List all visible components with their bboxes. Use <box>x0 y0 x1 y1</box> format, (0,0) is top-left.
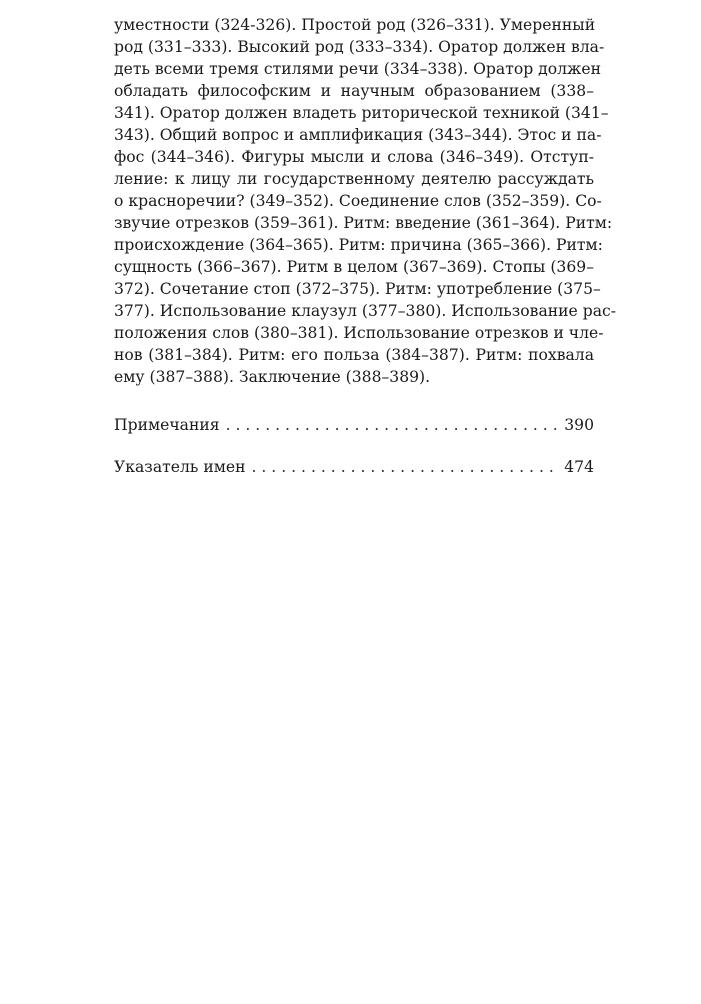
paragraph-line: 341). Оратор должен владеть риторической техникой (341– <box>114 104 609 122</box>
paragraph-line: звучие отрезков (359–361). Ритм: введение (361–364). Ритм: <box>114 214 613 232</box>
paragraph-line: 343). Общий вопрос и амплификация (343–344). Этос и па- <box>114 126 602 144</box>
toc-entry-page-number: 474 <box>564 458 594 476</box>
toc-entry-notes <box>114 414 594 436</box>
paragraph-line: положения слов (380–381). Использование отрезков и чле- <box>114 324 604 342</box>
toc-entry-title: Указатель имен <box>114 458 246 476</box>
paragraph-line: уместности (324-326). Простой род (326–331). Умеренный <box>114 16 596 34</box>
paragraph-line: обладать философским и научным образованием (338– <box>114 82 594 100</box>
dot-leader <box>226 414 559 436</box>
toc-entry-title: Примечания <box>114 416 220 434</box>
paragraph-line: сущность (366–367). Ритм в целом (367–369). Стопы (369– <box>114 258 594 276</box>
paragraph-line: 377). Использование клаузул (377–380). Использование рас- <box>114 302 617 320</box>
toc-entry-page-number: 390 <box>564 416 594 434</box>
paragraph-line: ему (387–388). Заключение (388–389). <box>114 368 431 386</box>
paragraph-line: нов (381–384). Ритм: его польза (384–387). Ритм: похвала <box>114 346 594 364</box>
paragraph-line: происхождение (364–365). Ритм: причина (365–366). Ритм: <box>114 236 603 254</box>
dot-leader <box>251 456 558 478</box>
paragraph-line: ление: к лицу ли государственному деятелю рассуждать <box>114 170 594 188</box>
paragraph-line: деть всеми тремя стилями речи (334–338). Оратор должен <box>114 60 602 78</box>
contents-page <box>114 14 617 478</box>
paragraph-line: 372). Сочетание стоп (372–375). Ритм: употребление (375– <box>114 280 601 298</box>
paragraph-line: фос (344–346). Фигуры мысли и слова (346–349). Отступ- <box>114 148 594 166</box>
toc-entry-name-index <box>114 456 594 478</box>
contents-paragraph <box>114 14 617 388</box>
paragraph-line: о красноречии? (349–352). Соединение слов (352–359). Со- <box>114 192 602 210</box>
paragraph-line: род (331–333). Высокий род (333–334). Оратор должен вла- <box>114 38 605 56</box>
